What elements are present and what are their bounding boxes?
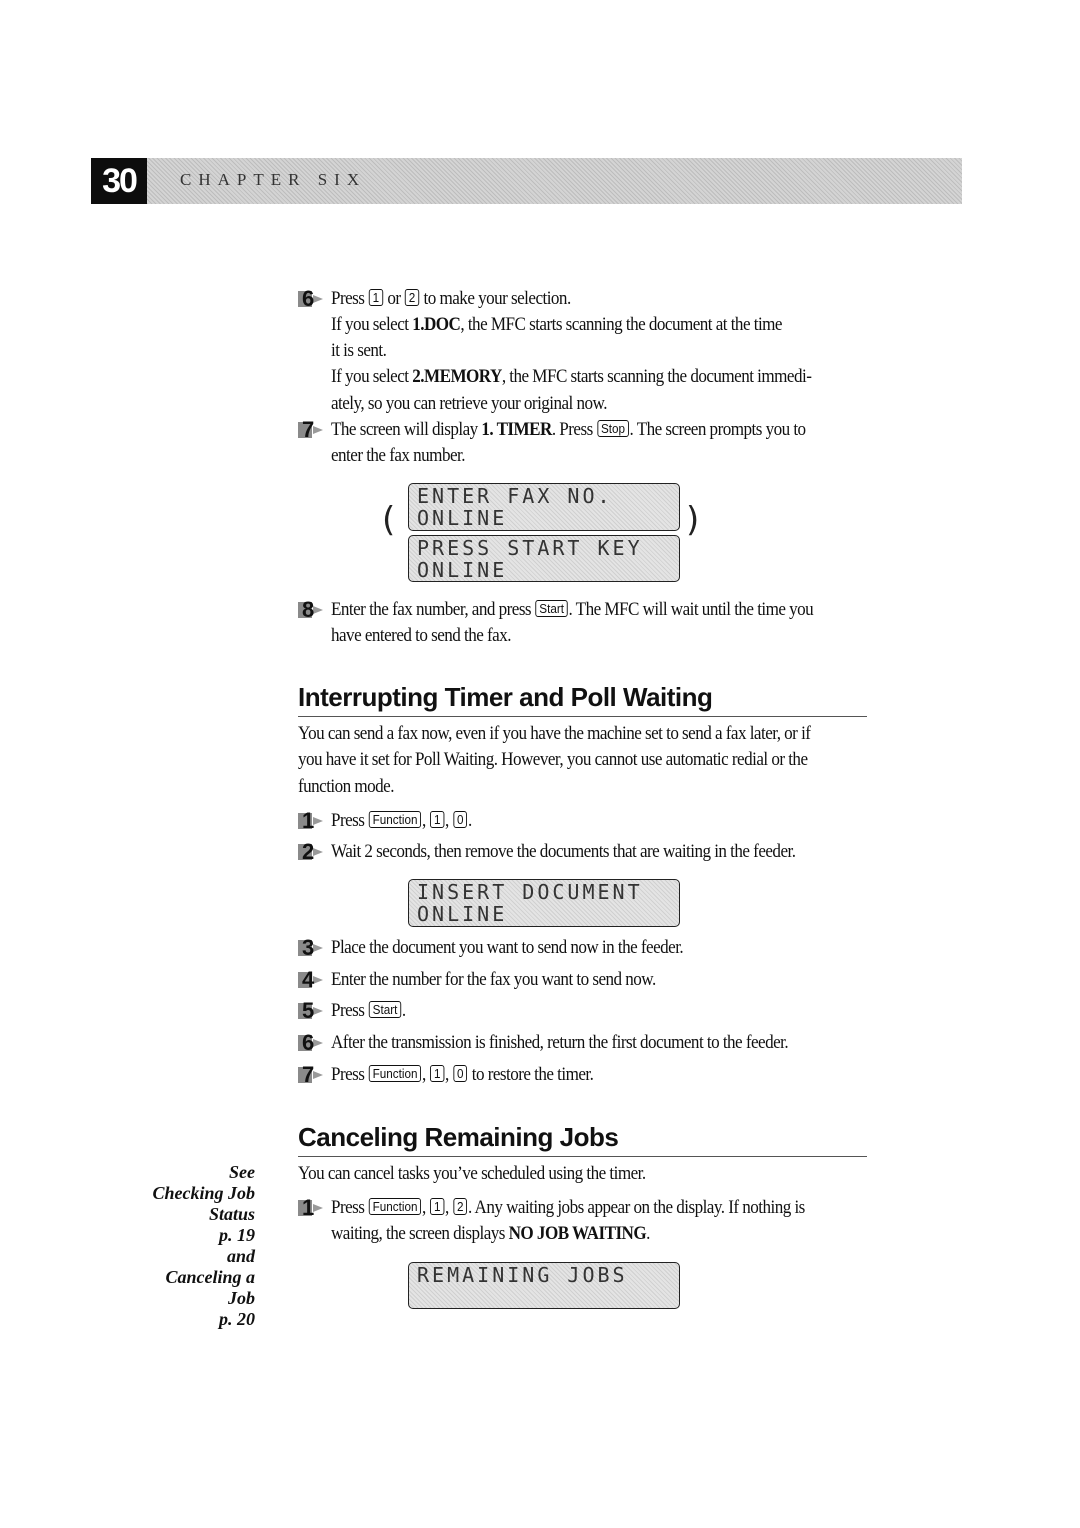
text: If you select [331, 366, 413, 387]
step-line [331, 967, 656, 993]
text: Press [331, 288, 369, 309]
text: , [422, 1064, 430, 1085]
key-0-icon: 0 [453, 1065, 467, 1082]
key-0-icon: 0 [453, 811, 467, 828]
text: have entered to send the fax. [331, 625, 511, 646]
text: , the MFC starts scanning the document at the time [460, 314, 782, 335]
text: , [445, 1197, 453, 1218]
text: , [422, 1197, 430, 1218]
section-heading: Interrupting Timer and Poll Waiting [298, 682, 713, 712]
text: , [445, 1064, 453, 1085]
step-marker: 7 [298, 417, 328, 443]
lcd-display [408, 1262, 680, 1309]
text: You can send a fax now, even if you have the machine set to send a fax later, or if [298, 723, 811, 744]
text: you have it set for Poll Waiting. However, you cannot use automatic redial or the [298, 749, 808, 770]
key-function-icon: Function [369, 1065, 421, 1082]
step-marker: 6 [298, 1030, 328, 1056]
text: . Any waiting jobs appear on the display. If nothing is [468, 1197, 805, 1218]
text: it is sent. [331, 340, 387, 361]
lcd-display [408, 535, 680, 582]
step-marker: 8 [298, 597, 328, 623]
cycle-arrow-right-icon: ) [686, 500, 700, 540]
chapter-title: CHAPTER SIX [180, 170, 367, 189]
text: . The screen prompts you to [629, 419, 806, 440]
heading-rule [298, 1156, 867, 1157]
step-marker: 3 [298, 935, 328, 961]
bold-text: 1. TIMER [481, 419, 552, 440]
key-2-icon: 2 [405, 289, 419, 306]
step-marker: 6 [298, 286, 328, 312]
text: enter the fax number. [331, 445, 465, 466]
text: or [383, 288, 405, 309]
bold-text: 2.MEMORY [412, 366, 502, 387]
lcd-display [408, 483, 680, 531]
step-line [331, 338, 386, 364]
text: . [401, 1000, 406, 1021]
text: function mode. [298, 776, 394, 797]
step-marker: 4 [298, 967, 328, 993]
key-start-icon: Start [369, 1001, 401, 1018]
key-function-icon: Function [369, 811, 421, 828]
text: , [422, 810, 430, 831]
lcd-line: ONLINE [417, 902, 508, 926]
sidenote-line: Canceling a [165, 1267, 255, 1287]
text: Place the document you want to send now in the feeder. [331, 937, 684, 958]
lcd-display [408, 879, 680, 927]
key-1-icon: 1 [430, 811, 444, 828]
step-line [331, 935, 683, 961]
lcd-line: ONLINE [417, 558, 508, 582]
bold-text: 1.DOC [412, 314, 461, 335]
step-line [331, 839, 795, 865]
step-line [331, 1221, 650, 1247]
lcd-line: INSERT DOCUMENT [417, 880, 643, 904]
text: Press [331, 810, 369, 831]
sidenote-line: Checking Job [152, 1183, 255, 1203]
text: You can cancel tasks you’ve scheduled using the timer. [298, 1163, 646, 1184]
sidenote-line: p. 20 [219, 1309, 255, 1329]
step-marker: 1 [298, 808, 328, 834]
step-marker: 5 [298, 998, 328, 1024]
cycle-arrow-left-icon: ( [382, 500, 396, 540]
key-1-icon: 1 [430, 1065, 444, 1082]
sidenote [152, 1162, 255, 1330]
step-line [331, 597, 813, 623]
text: After the transmission is finished, return the first document to the feeder. [331, 1032, 789, 1053]
step-marker: 7 [298, 1062, 328, 1088]
lcd-line: ENTER FAX NO. [417, 484, 613, 508]
text: , the MFC starts scanning the document immedi- [501, 366, 812, 387]
key-1-icon: 1 [369, 289, 383, 306]
text: . [646, 1223, 650, 1244]
step-line [331, 808, 472, 834]
section-heading: Canceling Remaining Jobs [298, 1122, 619, 1152]
step-line [331, 1030, 788, 1056]
step-marker: 2 [298, 839, 328, 865]
text: Enter the number for the fax you want to send now. [331, 969, 656, 990]
text: to make your selection. [419, 288, 571, 309]
step-line [331, 391, 607, 417]
sidenote-line: See [229, 1162, 255, 1182]
lcd-line: PRESS START KEY [417, 536, 643, 560]
text: ately, so you can retrieve your original now. [331, 393, 607, 414]
text: The screen will display [331, 419, 482, 440]
text: , [445, 810, 453, 831]
sidenote-line: and [226, 1246, 255, 1266]
key-1-icon: 1 [430, 1198, 444, 1215]
text: to restore the timer. [468, 1064, 594, 1085]
page-number: 30 [91, 158, 147, 204]
sidenote-line: Job [228, 1288, 255, 1308]
step-line [331, 623, 511, 649]
text: If you select [331, 314, 413, 335]
sidenote-line: Status [208, 1204, 255, 1224]
step-marker: 1 [298, 1195, 328, 1221]
step-line [331, 417, 806, 443]
text: . The MFC will wait until the time you [568, 599, 814, 620]
sidenote-line: p. 19 [219, 1225, 255, 1245]
heading-rule [298, 716, 867, 717]
key-start-icon: Start [536, 600, 568, 617]
paragraph-line [298, 747, 807, 773]
step-line [331, 286, 571, 312]
step-line [331, 1062, 593, 1088]
key-function-icon: Function [369, 1198, 421, 1215]
key-stop-icon: Stop [597, 420, 628, 437]
text: waiting, the screen displays [331, 1223, 509, 1244]
step-line [331, 364, 811, 390]
paragraph-line [298, 721, 810, 747]
paragraph-line [298, 774, 394, 800]
key-2-icon: 2 [453, 1198, 467, 1215]
text: Wait 2 seconds, then remove the documents that are waiting in the feeder. [331, 841, 796, 862]
lcd-line: ONLINE [417, 506, 508, 530]
step-line [331, 443, 465, 469]
lcd-line: REMAINING JOBS [417, 1263, 628, 1287]
step-line [331, 312, 782, 338]
bold-text: NO JOB WAITING [508, 1223, 647, 1244]
text: . [468, 810, 472, 831]
text: Press [331, 1197, 369, 1218]
paragraph-line [298, 1161, 646, 1187]
text: Press [331, 1064, 369, 1085]
step-line [331, 998, 406, 1024]
step-line [331, 1195, 805, 1221]
text: Enter the fax number, and press [331, 599, 535, 620]
text: Press [331, 1000, 369, 1021]
text: . Press [551, 419, 597, 440]
